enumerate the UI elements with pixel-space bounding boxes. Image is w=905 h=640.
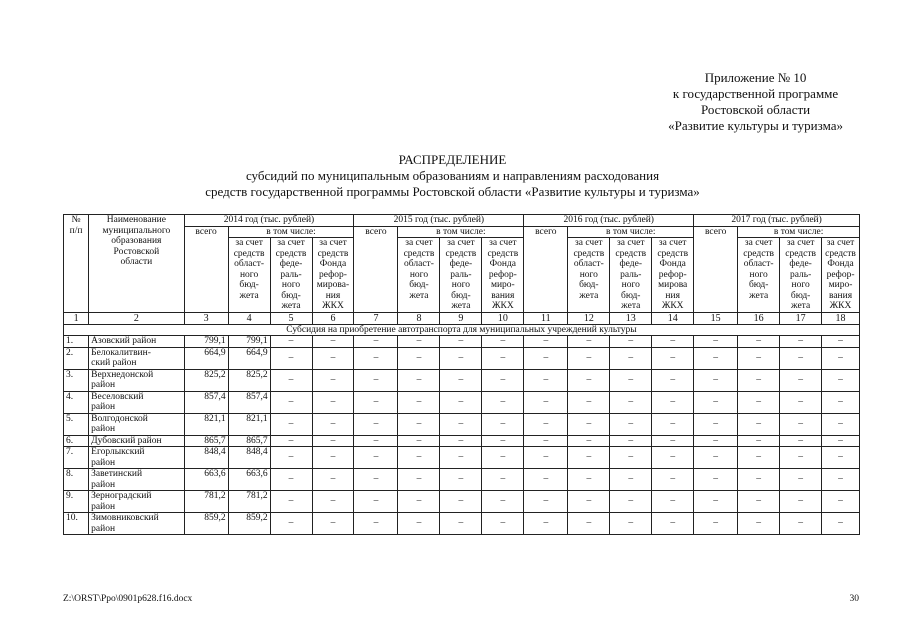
empty-value: – xyxy=(312,336,354,348)
empty-value: – xyxy=(738,491,780,513)
empty-value: – xyxy=(568,413,610,435)
empty-value: – xyxy=(694,435,738,447)
column-number: 11 xyxy=(524,312,568,324)
empty-value: – xyxy=(822,491,860,513)
document-heading xyxy=(0,152,905,200)
header-source-3-0: за счет средств област- ного бюд- жета xyxy=(738,238,780,313)
empty-value: – xyxy=(822,413,860,435)
header-incl-0: в том числе: xyxy=(228,226,354,238)
appendix-line-4: «Развитие культуры и туризма» xyxy=(668,118,843,133)
empty-value: – xyxy=(440,336,482,348)
header-year-2: 2016 год (тыс. рублей) xyxy=(524,215,694,227)
municipality-name: Азовский район xyxy=(89,336,184,348)
header-source-0-1: за счет средств феде- раль- ного бюд- жета xyxy=(270,238,312,313)
empty-value: – xyxy=(738,347,780,369)
value-2014-total: 865,7 xyxy=(184,435,228,447)
empty-value: – xyxy=(312,413,354,435)
municipality-name: Дубовский район xyxy=(89,435,184,447)
empty-value: – xyxy=(652,347,694,369)
section-title: Субсидия на приобретение автотранспорта для муниципальных учреждений культуры xyxy=(64,324,860,336)
header-source-3-1: за счет средств феде- раль- ного бюд- жета xyxy=(780,238,822,313)
value-2014-regional: 799,1 xyxy=(228,336,270,348)
empty-value: – xyxy=(354,369,398,391)
empty-value: – xyxy=(354,447,398,469)
value-2014-total: 857,4 xyxy=(184,391,228,413)
appendix-line-3: Ростовской области xyxy=(700,102,811,117)
header-row-years xyxy=(64,215,860,227)
header-source-2-1: за счет средств феде- раль- ного бюд- жета xyxy=(610,238,652,313)
empty-value: – xyxy=(482,391,524,413)
empty-value: – xyxy=(568,491,610,513)
empty-value: – xyxy=(270,447,312,469)
value-2014-regional: 857,4 xyxy=(228,391,270,413)
empty-value: – xyxy=(568,469,610,491)
empty-value: – xyxy=(398,347,440,369)
empty-value: – xyxy=(270,469,312,491)
row-number: 2. xyxy=(64,347,89,369)
header-name: Наименование муниципального образования Ростовской области xyxy=(89,215,184,313)
empty-value: – xyxy=(780,369,822,391)
empty-value: – xyxy=(738,413,780,435)
empty-value: – xyxy=(738,435,780,447)
column-number: 17 xyxy=(780,312,822,324)
header-year-0: 2014 год (тыс. рублей) xyxy=(184,215,354,227)
empty-value: – xyxy=(652,447,694,469)
empty-value: – xyxy=(398,513,440,535)
empty-value: – xyxy=(694,369,738,391)
column-number: 5 xyxy=(270,312,312,324)
empty-value: – xyxy=(652,469,694,491)
empty-value: – xyxy=(610,435,652,447)
table-row xyxy=(64,513,860,535)
empty-value: – xyxy=(354,469,398,491)
empty-value: – xyxy=(270,369,312,391)
empty-value: – xyxy=(524,491,568,513)
column-number: 13 xyxy=(610,312,652,324)
empty-value: – xyxy=(482,447,524,469)
empty-value: – xyxy=(312,391,354,413)
value-2014-total: 781,2 xyxy=(184,491,228,513)
value-2014-total: 825,2 xyxy=(184,369,228,391)
header-source-0-2: за счет средств Фонда рефор- мирова- ния ЖКХ xyxy=(312,238,354,313)
empty-value: – xyxy=(568,391,610,413)
value-2014-total: 799,1 xyxy=(184,336,228,348)
empty-value: – xyxy=(440,391,482,413)
empty-value: – xyxy=(780,447,822,469)
municipality-name: Зимовниковский район xyxy=(89,513,184,535)
empty-value: – xyxy=(312,447,354,469)
empty-value: – xyxy=(822,447,860,469)
row-number: 6. xyxy=(64,435,89,447)
table-row xyxy=(64,413,860,435)
empty-value: – xyxy=(694,391,738,413)
empty-value: – xyxy=(780,435,822,447)
empty-value: – xyxy=(398,336,440,348)
header-source-2-2: за счет средств Фонда рефор- мирова ния ЖКХ xyxy=(652,238,694,313)
table-row xyxy=(64,491,860,513)
empty-value: – xyxy=(524,413,568,435)
empty-value: – xyxy=(780,391,822,413)
empty-value: – xyxy=(270,435,312,447)
header-source-1-0: за счет средств област- ного бюд- жета xyxy=(398,238,440,313)
municipality-name: Зерноградский район xyxy=(89,491,184,513)
empty-value: – xyxy=(398,447,440,469)
empty-value: – xyxy=(270,413,312,435)
empty-value: – xyxy=(780,347,822,369)
empty-value: – xyxy=(270,491,312,513)
empty-value: – xyxy=(482,347,524,369)
empty-value: – xyxy=(694,469,738,491)
column-number: 8 xyxy=(398,312,440,324)
municipality-name: Верхнедонской район xyxy=(89,369,184,391)
header-year-1: 2015 год (тыс. рублей) xyxy=(354,215,524,227)
empty-value: – xyxy=(524,513,568,535)
empty-value: – xyxy=(440,347,482,369)
empty-value: – xyxy=(482,435,524,447)
empty-value: – xyxy=(524,469,568,491)
empty-value: – xyxy=(610,391,652,413)
empty-value: – xyxy=(398,391,440,413)
empty-value: – xyxy=(398,435,440,447)
column-number: 6 xyxy=(312,312,354,324)
row-number: 7. xyxy=(64,447,89,469)
value-2014-total: 663,6 xyxy=(184,469,228,491)
empty-value: – xyxy=(398,469,440,491)
header-incl-3: в том числе: xyxy=(738,226,860,238)
value-2014-regional: 664,9 xyxy=(228,347,270,369)
empty-value: – xyxy=(524,391,568,413)
empty-value: – xyxy=(822,469,860,491)
empty-value: – xyxy=(482,336,524,348)
value-2014-regional: 781,2 xyxy=(228,491,270,513)
header-incl-2: в том числе: xyxy=(568,226,694,238)
header-total-0: всего xyxy=(184,226,228,312)
municipality-name: Веселовский район xyxy=(89,391,184,413)
table-row xyxy=(64,347,860,369)
empty-value: – xyxy=(524,447,568,469)
header-source-0-0: за счет средств област- ного бюд- жета xyxy=(228,238,270,313)
row-number: 5. xyxy=(64,413,89,435)
empty-value: – xyxy=(354,513,398,535)
header-total-3: всего xyxy=(694,226,738,312)
column-number-row xyxy=(64,312,860,324)
empty-value: – xyxy=(312,513,354,535)
empty-value: – xyxy=(694,513,738,535)
table-row xyxy=(64,336,860,348)
empty-value: – xyxy=(568,447,610,469)
empty-value: – xyxy=(354,336,398,348)
header-no: № п/п xyxy=(64,215,89,313)
section-row xyxy=(64,324,860,336)
empty-value: – xyxy=(440,447,482,469)
empty-value: – xyxy=(440,369,482,391)
empty-value: – xyxy=(694,336,738,348)
empty-value: – xyxy=(568,369,610,391)
column-number: 12 xyxy=(568,312,610,324)
column-number: 7 xyxy=(354,312,398,324)
empty-value: – xyxy=(312,369,354,391)
heading-title: РАСПРЕДЕЛЕНИЕ xyxy=(398,152,507,167)
empty-value: – xyxy=(780,413,822,435)
empty-value: – xyxy=(694,347,738,369)
empty-value: – xyxy=(694,491,738,513)
empty-value: – xyxy=(822,347,860,369)
header-incl-1: в том числе: xyxy=(398,226,524,238)
empty-value: – xyxy=(610,447,652,469)
value-2014-regional: 663,6 xyxy=(228,469,270,491)
table-row xyxy=(64,435,860,447)
empty-value: – xyxy=(652,413,694,435)
header-source-1-2: за счет средств Фонда рефор- миро- вания ЖКХ xyxy=(482,238,524,313)
value-2014-total: 821,1 xyxy=(184,413,228,435)
empty-value: – xyxy=(610,491,652,513)
empty-value: – xyxy=(312,347,354,369)
empty-value: – xyxy=(524,369,568,391)
value-2014-regional: 848,4 xyxy=(228,447,270,469)
municipality-name: Волгодонской район xyxy=(89,413,184,435)
empty-value: – xyxy=(568,336,610,348)
column-number: 9 xyxy=(440,312,482,324)
column-number: 15 xyxy=(694,312,738,324)
row-number: 3. xyxy=(64,369,89,391)
empty-value: – xyxy=(398,369,440,391)
column-number: 10 xyxy=(482,312,524,324)
empty-value: – xyxy=(610,347,652,369)
heading-line-2: субсидий по муниципальным образованиям и направлениям расходования xyxy=(245,168,660,183)
empty-value: – xyxy=(354,347,398,369)
value-2014-total: 859,2 xyxy=(184,513,228,535)
empty-value: – xyxy=(610,513,652,535)
empty-value: – xyxy=(524,435,568,447)
empty-value: – xyxy=(652,391,694,413)
empty-value: – xyxy=(610,413,652,435)
column-number: 3 xyxy=(184,312,228,324)
empty-value: – xyxy=(482,469,524,491)
empty-value: – xyxy=(568,435,610,447)
distribution-table xyxy=(63,214,860,535)
empty-value: – xyxy=(652,491,694,513)
value-2014-total: 664,9 xyxy=(184,347,228,369)
empty-value: – xyxy=(780,469,822,491)
column-number: 4 xyxy=(228,312,270,324)
empty-value: – xyxy=(482,369,524,391)
value-2014-regional: 865,7 xyxy=(228,435,270,447)
row-number: 8. xyxy=(64,469,89,491)
empty-value: – xyxy=(738,336,780,348)
empty-value: – xyxy=(610,369,652,391)
empty-value: – xyxy=(398,491,440,513)
empty-value: – xyxy=(652,336,694,348)
page-number: 30 xyxy=(849,594,859,604)
empty-value: – xyxy=(568,347,610,369)
empty-value: – xyxy=(822,369,860,391)
heading-line-3: средств государственной программы Ростовской области «Развитие культуры и туризма» xyxy=(205,184,700,199)
empty-value: – xyxy=(780,491,822,513)
empty-value: – xyxy=(524,347,568,369)
empty-value: – xyxy=(738,369,780,391)
empty-value: – xyxy=(354,491,398,513)
empty-value: – xyxy=(270,336,312,348)
empty-value: – xyxy=(270,391,312,413)
header-source-2-0: за счет средств област- ного бюд- жета xyxy=(568,238,610,313)
empty-value: – xyxy=(440,435,482,447)
empty-value: – xyxy=(568,513,610,535)
empty-value: – xyxy=(780,336,822,348)
header-year-3: 2017 год (тыс. рублей) xyxy=(694,215,860,227)
municipality-name: Егорлыкский район xyxy=(89,447,184,469)
column-number: 16 xyxy=(738,312,780,324)
value-2014-regional: 859,2 xyxy=(228,513,270,535)
empty-value: – xyxy=(822,435,860,447)
empty-value: – xyxy=(440,413,482,435)
empty-value: – xyxy=(652,513,694,535)
empty-value: – xyxy=(738,447,780,469)
appendix-block xyxy=(668,70,843,134)
empty-value: – xyxy=(312,435,354,447)
value-2014-total: 848,4 xyxy=(184,447,228,469)
appendix-line-1: Приложение № 10 xyxy=(704,70,807,85)
table-row xyxy=(64,469,860,491)
empty-value: – xyxy=(440,469,482,491)
header-source-3-2: за счет средств Фонда рефор- миро- вания ЖКХ xyxy=(822,238,860,313)
row-number: 1. xyxy=(64,336,89,348)
header-source-1-1: за счет средств феде- раль- ного бюд- жета xyxy=(440,238,482,313)
row-number: 9. xyxy=(64,491,89,513)
column-number: 2 xyxy=(89,312,184,324)
empty-value: – xyxy=(482,491,524,513)
municipality-name: Белокалитвин- ский район xyxy=(89,347,184,369)
value-2014-regional: 825,2 xyxy=(228,369,270,391)
municipality-name: Заветинский район xyxy=(89,469,184,491)
table-row xyxy=(64,447,860,469)
empty-value: – xyxy=(822,336,860,348)
empty-value: – xyxy=(652,435,694,447)
header-total-1: всего xyxy=(354,226,398,312)
empty-value: – xyxy=(270,513,312,535)
empty-value: – xyxy=(822,391,860,413)
table-row xyxy=(64,369,860,391)
empty-value: – xyxy=(694,413,738,435)
column-number: 18 xyxy=(822,312,860,324)
appendix-line-2: к государственной программе xyxy=(672,86,839,101)
empty-value: – xyxy=(312,491,354,513)
empty-value: – xyxy=(822,513,860,535)
empty-value: – xyxy=(524,336,568,348)
empty-value: – xyxy=(354,435,398,447)
empty-value: – xyxy=(398,413,440,435)
header-total-2: всего xyxy=(524,226,568,312)
empty-value: – xyxy=(694,447,738,469)
empty-value: – xyxy=(738,469,780,491)
empty-value: – xyxy=(270,347,312,369)
empty-value: – xyxy=(610,336,652,348)
empty-value: – xyxy=(482,413,524,435)
empty-value: – xyxy=(354,413,398,435)
column-number: 1 xyxy=(64,312,89,324)
empty-value: – xyxy=(780,513,822,535)
row-number: 10. xyxy=(64,513,89,535)
row-number: 4. xyxy=(64,391,89,413)
empty-value: – xyxy=(440,513,482,535)
empty-value: – xyxy=(354,391,398,413)
empty-value: – xyxy=(482,513,524,535)
empty-value: – xyxy=(738,513,780,535)
empty-value: – xyxy=(738,391,780,413)
footer-file-path: Z:\ORST\Ppo\0901p628.f16.docx xyxy=(63,594,193,604)
table-row xyxy=(64,391,860,413)
empty-value: – xyxy=(440,491,482,513)
empty-value: – xyxy=(312,469,354,491)
value-2014-regional: 821,1 xyxy=(228,413,270,435)
empty-value: – xyxy=(652,369,694,391)
column-number: 14 xyxy=(652,312,694,324)
empty-value: – xyxy=(610,469,652,491)
